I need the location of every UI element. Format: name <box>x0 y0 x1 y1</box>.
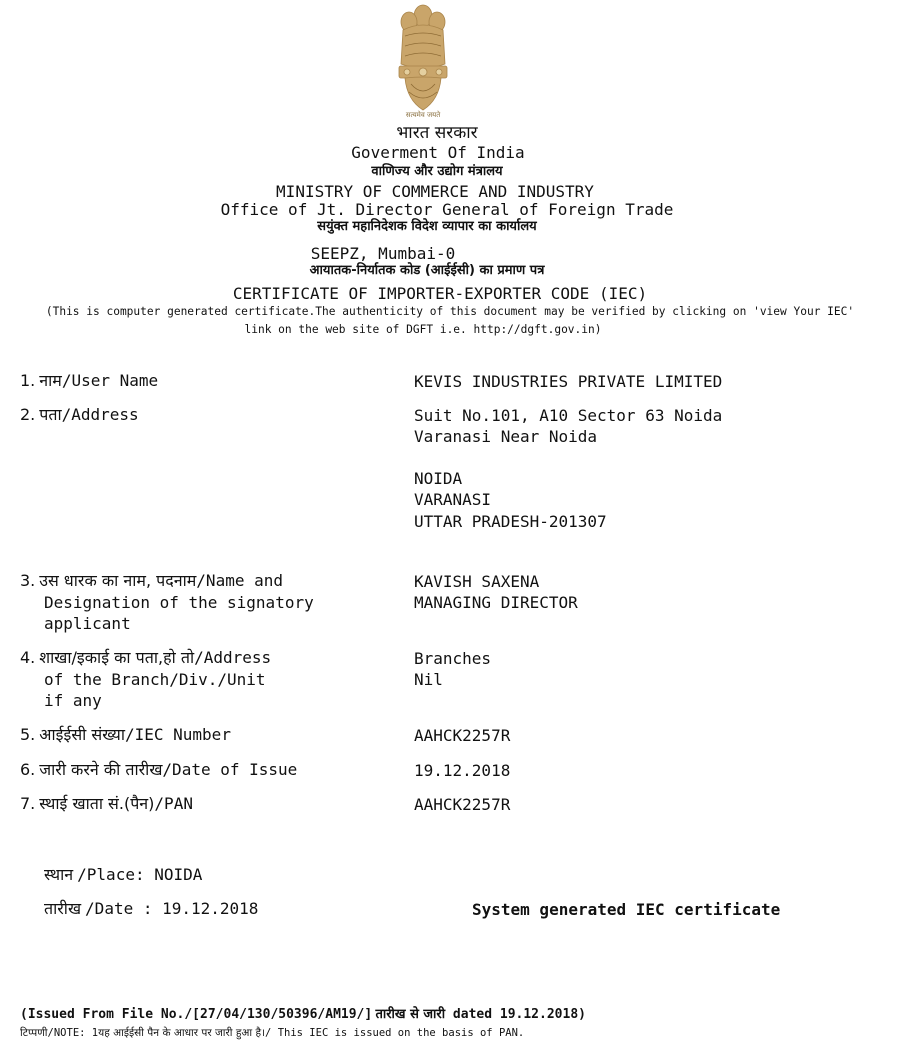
issue-date-value: 19.12.2018 <box>414 761 511 780</box>
iec-number-value: AAHCK2257R <box>414 726 511 745</box>
date-value: 19.12.2018 <box>162 899 259 918</box>
field-branch-label: 4. शाखा/इकाई का पता,हो तो/Address <box>20 648 272 667</box>
authenticity-note-line1: (This is computer generated certificate.The authenticity of this document may be verified by clicking on 'view Your IEC' <box>45 305 855 318</box>
field-iec-number-label: 5. आईईसी संख्या/IEC Number <box>20 725 231 744</box>
date-line: तारीख /Date : 19.12.2018 <box>44 899 259 918</box>
emblem-caption: सत्यमेव जयते <box>405 111 441 119</box>
hindi-office-title: सयुंक्त महानिदेशक विदेश व्यापार का कार्यालय <box>317 219 537 234</box>
field-signatory-label-line2: Designation of the signatory <box>44 593 314 612</box>
national-emblem-icon <box>395 2 451 124</box>
field-address-label: 2. पता/Address <box>20 405 139 424</box>
hindi-certificate-title: आयातक-निर्यातक कोड (आईईसी) का प्रमाण पत्र <box>309 263 545 278</box>
signatory-designation: MANAGING DIRECTOR <box>414 593 578 612</box>
office-title: Office of Jt. Director General of Foreign Trade <box>220 200 674 219</box>
field-pan-label: 7. स्थाई खाता सं.(पैन)/PAN <box>20 794 193 813</box>
authenticity-note-line2: link on the web site of DGFT i.e. http://dgft.gov.in) <box>244 323 602 336</box>
office-location: SEEPZ, Mumbai-0 <box>310 244 456 263</box>
signatory-name: KAVISH SAXENA <box>414 572 540 591</box>
address-district: VARANASI <box>414 490 492 509</box>
hindi-ministry-title: वाणिज्य और उद्योग मंत्रालय <box>371 164 503 179</box>
branch-value: Nil <box>414 670 443 689</box>
address-city: NOIDA <box>414 469 463 488</box>
field-user-name-value: KEVIS INDUSTRIES PRIVATE LIMITED <box>414 372 723 391</box>
address-line-2: Varanasi Near Noida <box>414 427 598 446</box>
pan-basis-note: टिप्पणी/NOTE: 1यह आईईसी पैन के आधार पर जारी हुआ है।/ This IEC is issued on the basis of PAN. <box>20 1027 525 1039</box>
branch-heading: Branches <box>414 649 492 668</box>
field-signatory-label: 3. उस धारक का नाम, पदनाम/Name and <box>20 571 283 590</box>
pan-value: AAHCK2257R <box>414 795 511 814</box>
place-value: NOIDA <box>154 865 203 884</box>
field-signatory-label-line3: applicant <box>44 614 131 633</box>
place-line: स्थान /Place: NOIDA <box>44 865 203 884</box>
ministry-title: MINISTRY OF COMMERCE AND INDUSTRY <box>276 182 594 201</box>
government-title: Goverment Of India <box>351 143 525 162</box>
address-line-1: Suit No.101, A10 Sector 63 Noida <box>414 406 723 425</box>
field-user-name-label: 1. नाम/User Name <box>20 371 159 390</box>
address-state-pin: UTTAR PRADESH-201307 <box>414 512 607 531</box>
field-branch-label-line2: of the Branch/Div./Unit <box>44 670 266 689</box>
system-generated-label: System generated IEC certificate <box>472 900 781 919</box>
certificate-title: CERTIFICATE OF IMPORTER-EXPORTER CODE (IEC) <box>232 284 648 303</box>
hindi-government-title: भारत सरकार <box>396 123 478 143</box>
issued-from-file-line: (Issued From File No./[27/04/130/50396/AM19/] तारीख से जारी dated 19.12.2018) <box>20 1007 586 1022</box>
field-issue-date-label: 6. जारी करने की तारीख/Date of Issue <box>20 760 298 779</box>
field-branch-label-line3: if any <box>44 691 102 710</box>
